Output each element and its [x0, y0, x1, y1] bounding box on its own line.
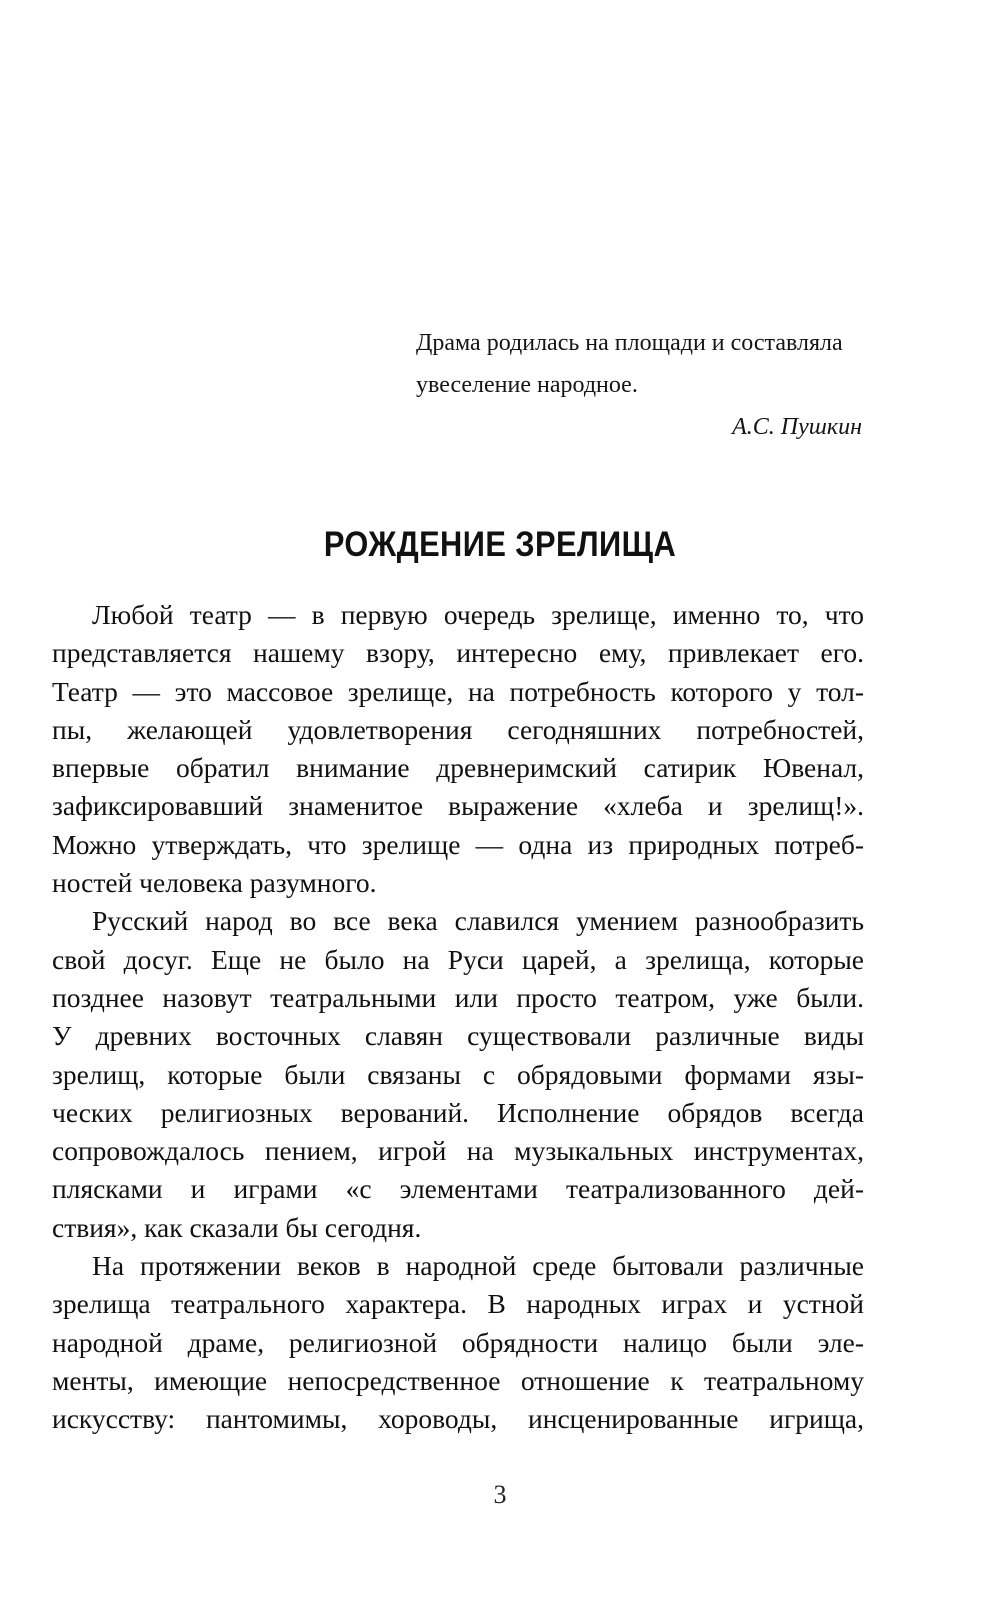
text-line: народной драме, религиозной обрядности налицо были эле- [52, 1326, 864, 1358]
text-line: У древних восточных славян существовали различные виды [52, 1020, 864, 1052]
epigraph-line: увеселение народное. [416, 372, 638, 398]
text-line: сопровождалось пением, игрой на музыкальных инструментах, [52, 1135, 864, 1167]
body-text [52, 596, 864, 1439]
text-line: позднее назовут театральными или просто театром, уже были. [52, 981, 864, 1013]
epigraph-author: А.С. Пушкин [732, 414, 862, 440]
text-line: впервые обратил внимание древнеримский сатирик Ювенал, [52, 752, 864, 784]
paragraph [52, 596, 864, 902]
text-line: Любой театр — в первую очередь зрелище, именно то, что [92, 599, 864, 630]
epigraph-line: Драма родилась на площади и составляла [416, 330, 843, 356]
epigraph [416, 322, 866, 448]
text-line: зафиксировавший знаменитое выражение «хлеба и зрелищ!». [52, 790, 864, 822]
text-line: На протяжении веков в народной среде бытовали различные [92, 1250, 864, 1282]
text-line: зрелища театрального характера. В народных играх и устной [52, 1288, 864, 1320]
text-line: плясками и играми «с элементами театрализованного дей- [52, 1173, 864, 1205]
paragraph [52, 1247, 864, 1438]
text-line: искусству: пантомимы, хороводы, инсценированные игрища, [52, 1403, 864, 1435]
chapter-title: РОЖДЕНИЕ ЗРЕЛИЩА [323, 525, 677, 564]
text-line: ческих религиозных верований. Исполнение обрядов всегда [52, 1096, 864, 1128]
page-number: 3 [493, 1480, 507, 1509]
text-line: Можно утверждать, что зрелище — одна из природных потреб- [52, 828, 864, 860]
text-line: представляется нашему взору, интересно ему, привлекает его. [52, 637, 864, 669]
text-line: менты, имеющие непосредственное отношение к театральному [52, 1364, 864, 1396]
text-line: ствия», как сказали бы сегодня. [52, 1211, 422, 1243]
text-line: пы, желающей удовлетворения сегодняшних потребностей, [52, 713, 864, 745]
text-line: зрелищ, которые были связаны с обрядовыми формами язы- [52, 1058, 864, 1090]
text-line: ностей человека разумного. [52, 867, 377, 899]
text-line: Русский народ во все века славился умением разнообразить [92, 905, 864, 937]
paragraph [52, 902, 864, 1247]
text-line: свой досуг. Еще не было на Руси царей, а зрелища, которые [52, 943, 864, 975]
text-line: Театр — это массовое зрелище, на потребность которого у тол- [52, 675, 864, 707]
